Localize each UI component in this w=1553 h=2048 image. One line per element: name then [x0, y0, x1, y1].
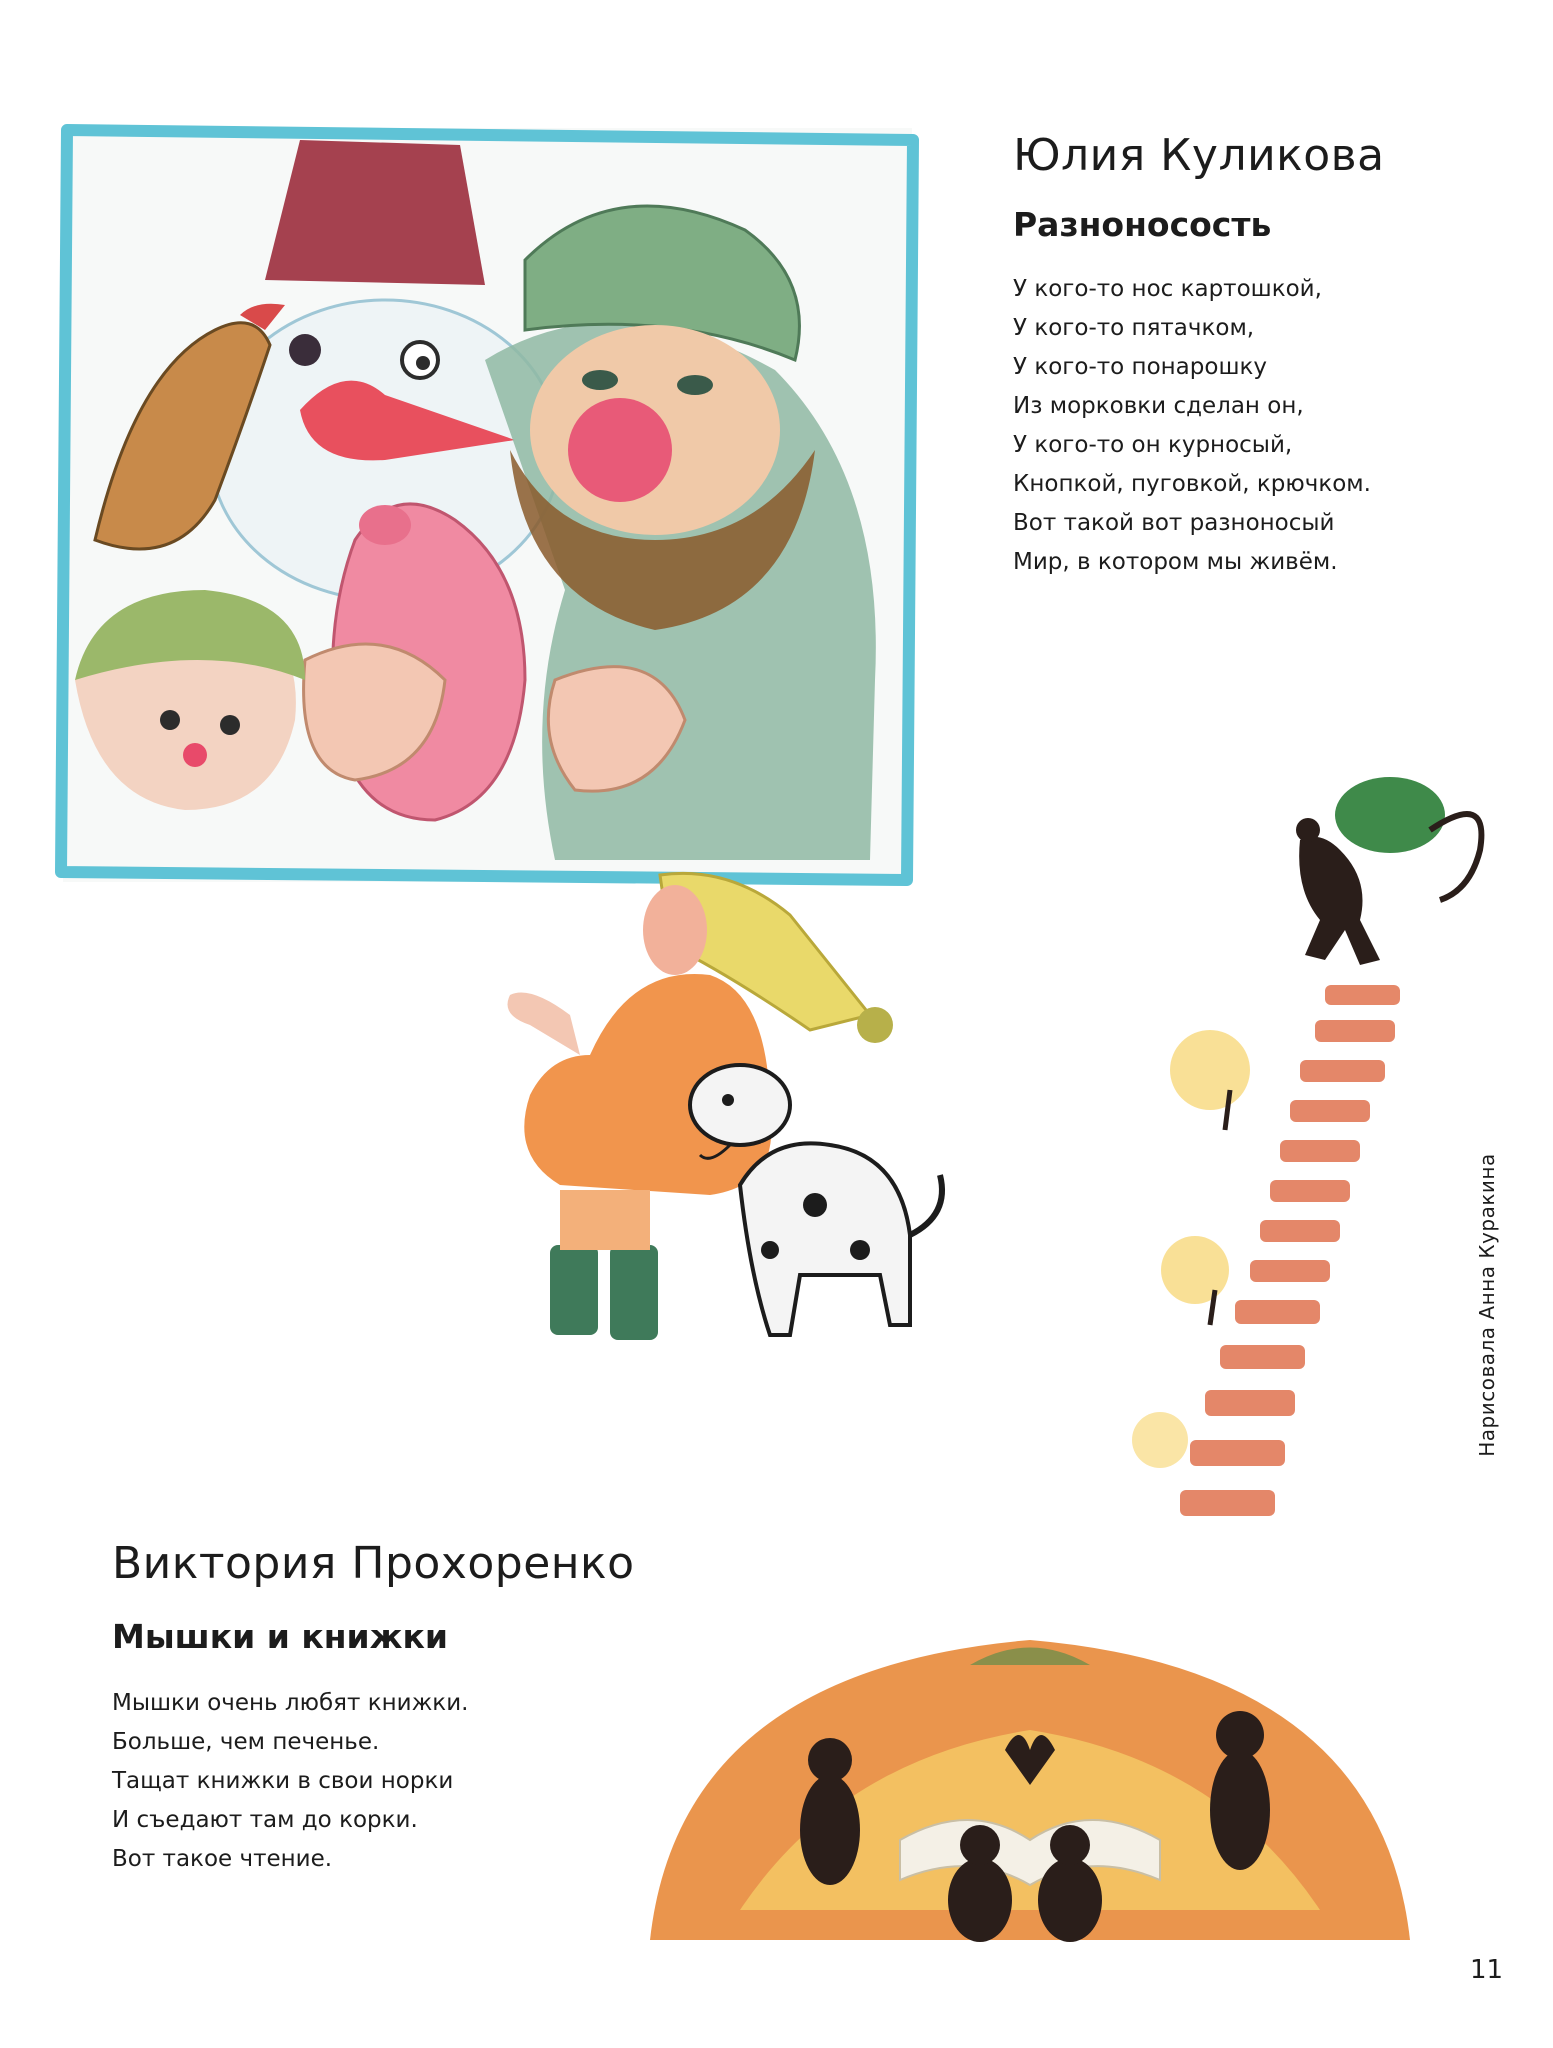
brick — [1325, 985, 1400, 1005]
verse-line: У кого-то нос картошкой, — [1013, 276, 1322, 303]
dog-spot — [761, 1241, 779, 1259]
green-sack — [1335, 777, 1445, 853]
illustrator-credit — [1467, 1125, 1507, 1485]
gnome-legs — [560, 1190, 650, 1250]
pig-snout — [359, 505, 411, 545]
verse-line: Тащат книжки в свои норки — [112, 1768, 454, 1795]
verse-line: Мир, в котором мы живём. — [1013, 549, 1338, 576]
verse-line: У кого-то он курносый, — [1013, 432, 1293, 459]
candle-glow — [1161, 1236, 1229, 1304]
brick — [1315, 1020, 1395, 1042]
verse-line: У кого-то понарошку — [1013, 354, 1267, 381]
verse-line: Вот такой вот разноносый — [1013, 510, 1335, 537]
verse-line: Мышки очень любят книжки. — [112, 1690, 469, 1717]
brick — [1300, 1060, 1385, 1082]
gnome-and-dog-illustration — [470, 855, 1030, 1415]
dog-spot — [803, 1193, 827, 1217]
dome-scene — [640, 1610, 1420, 1950]
dog-body — [740, 1143, 910, 1335]
mouse-tail — [1430, 814, 1481, 900]
framed-watercolor-illustration — [55, 120, 920, 890]
verse-line: Кнопкой, пуговкой, крючком. — [1013, 471, 1371, 498]
mouse-ear — [1296, 818, 1320, 842]
mice-reading-dome-illustration — [640, 1610, 1420, 1950]
mouse-head — [960, 1825, 1000, 1865]
gnome-hand — [508, 993, 581, 1056]
gnome-boot-right — [610, 1245, 658, 1340]
brick — [1235, 1300, 1320, 1324]
page-number: 11 — [1470, 1955, 1504, 1985]
brick — [1220, 1345, 1305, 1369]
brick — [1270, 1180, 1350, 1202]
poem-2 — [112, 1538, 732, 1879]
man-eye-right — [677, 375, 713, 395]
man-nose — [568, 398, 672, 502]
brick — [1190, 1440, 1285, 1466]
brick — [1250, 1260, 1330, 1282]
snowman-hat — [265, 140, 485, 285]
brick — [1180, 1490, 1275, 1516]
dog-eye — [722, 1094, 734, 1106]
poem-1-verse — [1013, 270, 1513, 582]
candle-glow — [1132, 1412, 1188, 1468]
gnome-face — [643, 885, 707, 975]
man-eye-left — [582, 370, 618, 390]
poem-1-title: Разноносость — [1013, 204, 1272, 244]
snowman-eye-left — [289, 334, 321, 366]
snowman-pupil — [416, 356, 430, 370]
hat-pompom — [857, 1007, 893, 1043]
poem-2-verse — [112, 1684, 732, 1879]
illustrator-credit-text: Нарисовала Анна Куракина — [1475, 1153, 1499, 1457]
doll-nose — [183, 743, 207, 767]
mouse — [800, 1775, 860, 1885]
mouse-head — [808, 1738, 852, 1782]
gnome-boot-left — [550, 1245, 598, 1335]
doll-eye-left — [160, 710, 180, 730]
mouse-silhouette — [1299, 837, 1380, 965]
poem-2-author: Виктория Прохоренко — [112, 1538, 635, 1589]
verse-line: Вот такое чтение. — [112, 1846, 333, 1873]
verse-line: У кого-то пятачком, — [1013, 315, 1255, 342]
dog-tail — [910, 1175, 942, 1235]
mouse — [1038, 1858, 1102, 1942]
watercolor-scene — [55, 120, 920, 890]
poem-1-author: Юлия Куликова — [1013, 130, 1385, 181]
brick — [1260, 1220, 1340, 1242]
verse-line: Больше, чем печенье. — [112, 1729, 380, 1756]
brick — [1205, 1390, 1295, 1416]
mouse — [948, 1858, 1012, 1942]
verse-line: И съедают там до корки. — [112, 1807, 418, 1834]
dog-spot — [850, 1240, 870, 1260]
brick — [1280, 1140, 1360, 1162]
mouse-head — [1216, 1711, 1264, 1759]
candle-glow — [1170, 1030, 1250, 1110]
verse-line: Из морковки сделан он, — [1013, 393, 1304, 420]
poem-2-title: Мышки и книжки — [112, 1616, 449, 1656]
poem-1 — [1013, 130, 1513, 582]
brick — [1290, 1100, 1370, 1122]
mouse-head — [1050, 1825, 1090, 1865]
gnome-scene — [470, 855, 1030, 1415]
dog-head — [690, 1065, 790, 1145]
doll-eye-right — [220, 715, 240, 735]
mouse — [1210, 1750, 1270, 1870]
